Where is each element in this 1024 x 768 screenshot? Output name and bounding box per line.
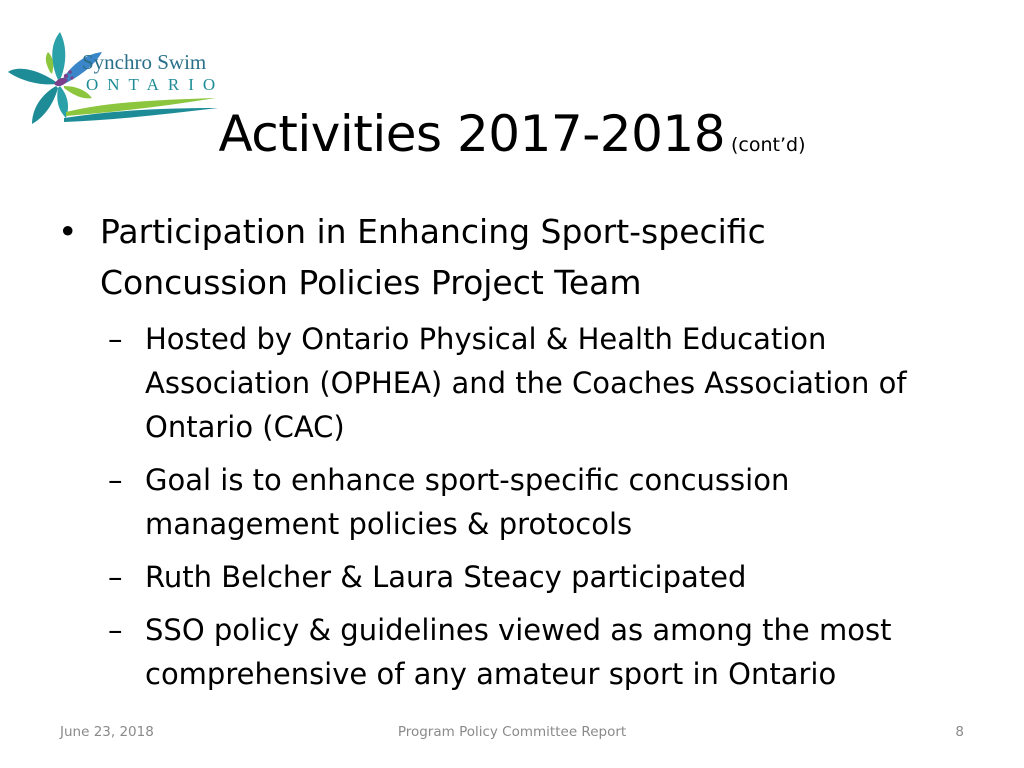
logo-line-synchro-swim: Synchro Swim <box>82 50 207 74</box>
slide-title-sub: (cont’d) <box>731 134 806 156</box>
sub-bullet-marker: – <box>108 613 123 647</box>
sub-bullet-text: Hosted by Ontario Physical & Health Education Association (OPHEA) and the Coaches Association of Ontario (CAC) <box>145 322 907 444</box>
footer-date: June 23, 2018 <box>60 724 154 740</box>
logo-line-ontario: ONTARIO <box>86 75 225 94</box>
sub-bullet-marker: – <box>108 560 123 594</box>
bullet-marker: • <box>58 212 78 251</box>
sub-bullet-item <box>58 608 935 696</box>
sub-bullet-marker: – <box>108 463 123 497</box>
sub-bullet-item <box>58 458 935 546</box>
sub-bullet-text: Goal is to enhance sport-specific concussion management policies & protocols <box>145 463 790 541</box>
sub-bullet-text: SSO policy & guidelines viewed as among the most comprehensive of any amateur sport in Ontario <box>145 613 892 691</box>
bullet-item <box>58 206 958 308</box>
sub-bullet-text: Ruth Belcher & Laura Steacy participated <box>145 560 747 594</box>
bullet-text: Participation in Enhancing Sport-specific Concussion Policies Project Team <box>100 212 766 302</box>
slide-title <box>0 104 1024 164</box>
footer-report-title: Program Policy Committee Report <box>397 724 627 740</box>
slide-content <box>58 206 958 696</box>
sub-bullet-item <box>58 555 935 599</box>
sub-bullet-marker: – <box>108 322 123 356</box>
footer-page-number: 8 <box>955 724 964 740</box>
slide-title-main: Activities 2017-2018 <box>218 105 726 163</box>
sub-bullet-item <box>58 317 935 449</box>
